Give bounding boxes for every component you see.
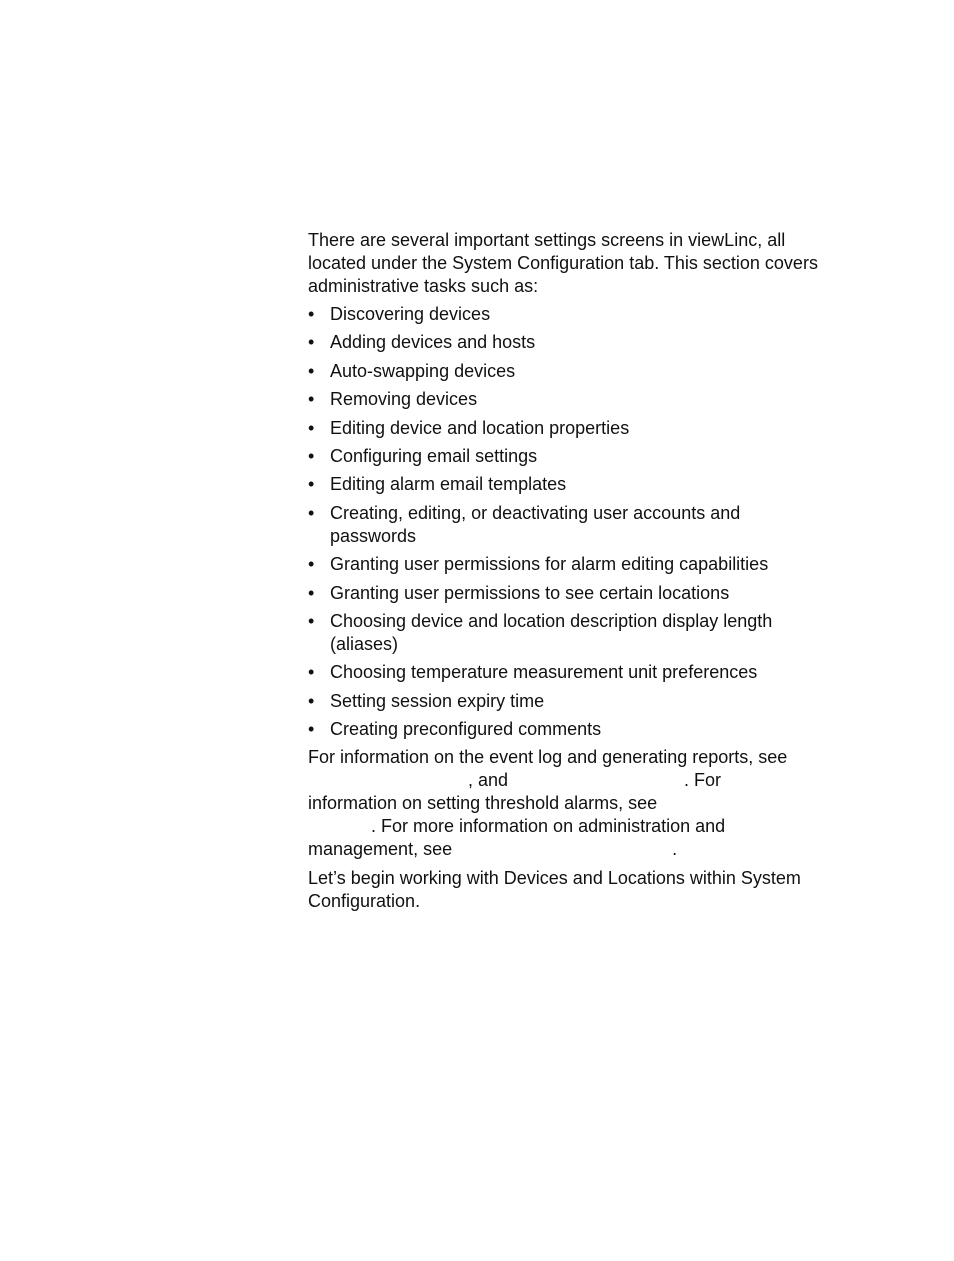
bullet-icon: • — [308, 389, 315, 410]
list-item — [308, 331, 828, 354]
page-content — [308, 229, 828, 913]
list-item-text: Removing devices — [330, 389, 478, 410]
info-text-7: . — [672, 839, 678, 860]
info-paragraph — [308, 746, 828, 861]
list-item-text: Editing device and location properties — [330, 417, 630, 438]
list-item-text: Granting user permissions to see certain locations — [330, 582, 730, 603]
bullet-icon: • — [308, 445, 315, 466]
list-item — [308, 690, 828, 713]
list-item — [308, 473, 828, 496]
list-item-text: Choosing device and location description display length (aliases) — [330, 610, 773, 654]
list-item-text: Granting user permissions for alarm editing capabilities — [330, 554, 769, 575]
list-item — [308, 417, 828, 440]
info-text-2: , and — [468, 770, 509, 791]
bullet-icon: • — [308, 610, 315, 631]
bullet-icon: • — [308, 582, 315, 603]
task-list — [308, 303, 828, 741]
list-item — [308, 582, 828, 605]
info-text-1: For information on the event log and generating reports, see — [308, 747, 788, 768]
bullet-icon: • — [308, 690, 315, 711]
info-text-5: . For more information on administration and — [371, 816, 726, 837]
list-item-text: Auto-swapping devices — [330, 360, 516, 381]
list-item — [308, 661, 828, 684]
list-item-text: Creating, editing, or deactivating user accounts and passwords — [330, 502, 741, 546]
bullet-icon: • — [308, 360, 315, 381]
list-item — [308, 303, 828, 326]
info-text-4: information on setting threshold alarms, see — [308, 793, 658, 814]
bullet-icon: • — [308, 332, 315, 353]
list-item — [308, 502, 828, 548]
list-item — [308, 718, 828, 741]
list-item-text: Configuring email settings — [330, 445, 538, 466]
bullet-icon: • — [308, 662, 315, 683]
bullet-icon: • — [308, 554, 315, 575]
bullet-icon: • — [308, 719, 315, 740]
bullet-icon: • — [308, 304, 315, 324]
closing-paragraph: Let’s begin working with Devices and Locations within System Configuration. — [308, 868, 801, 912]
intro-paragraph: There are several important settings screens in viewLinc, all located under the System Configuration tab. This section covers administrative tasks such as: — [308, 230, 818, 296]
list-item-text: Discovering devices — [330, 304, 491, 324]
list-item-text: Choosing temperature measurement unit preferences — [330, 662, 758, 683]
list-item-text: Editing alarm email templates — [330, 474, 567, 495]
list-item-text: Setting session expiry time — [330, 690, 545, 711]
list-item — [308, 610, 828, 656]
bullet-icon: • — [308, 502, 315, 523]
bullet-icon: • — [308, 474, 315, 495]
list-item — [308, 445, 828, 468]
list-item — [308, 388, 828, 411]
list-item — [308, 553, 828, 576]
info-text-3: . For — [684, 770, 722, 791]
list-item-text: Creating preconfigured comments — [330, 719, 602, 740]
list-item-text: Adding devices and hosts — [330, 332, 536, 353]
list-item — [308, 360, 828, 383]
info-text-6: management, see — [308, 839, 453, 860]
bullet-icon: • — [308, 417, 315, 438]
